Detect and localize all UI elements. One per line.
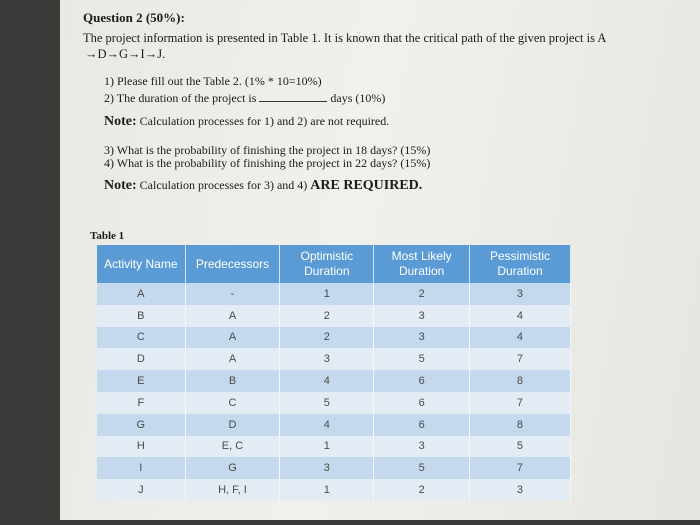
- pessimistic-cell: 4: [469, 305, 570, 327]
- most-likely-cell: 6: [374, 370, 470, 392]
- question-sheet: [60, 0, 700, 520]
- most-likely-cell: 6: [374, 392, 470, 414]
- predecessors-cell: H, F, I: [185, 479, 280, 501]
- most-likely-cell: 3: [374, 305, 470, 327]
- activity-name-cell: F: [97, 392, 185, 414]
- activity-name-cell: H: [97, 436, 185, 458]
- note-1-text: Calculation processes for 1) and 2) are not required.: [139, 114, 390, 128]
- pessimistic-cell: 5: [469, 436, 570, 458]
- table-row: [97, 457, 571, 479]
- header-most-likely-duration: Most Likely Duration: [374, 245, 470, 283]
- activity-name-cell: I: [97, 457, 185, 479]
- note-2: [104, 178, 422, 194]
- optimistic-cell: 3: [280, 348, 374, 370]
- answer-blank: [259, 90, 327, 102]
- task-item-2-suffix: days (10%): [330, 91, 386, 105]
- activity-name-cell: G: [97, 414, 185, 436]
- optimistic-cell: 1: [280, 283, 374, 305]
- table-row: [97, 327, 571, 349]
- optimistic-cell: 1: [280, 479, 374, 501]
- note-2-label: Note:: [104, 178, 137, 193]
- activity-name-cell: D: [97, 348, 185, 370]
- optimistic-cell: 1: [280, 436, 374, 458]
- pessimistic-cell: 8: [469, 370, 570, 392]
- pessimistic-cell: 4: [469, 327, 570, 349]
- predecessors-cell: A: [185, 327, 280, 349]
- predecessors-cell: G: [185, 457, 280, 479]
- intro-line-1: The project information is presented in Table 1. It is known that the critical path of the given project is A: [83, 31, 607, 45]
- pessimistic-cell: 3: [469, 479, 570, 501]
- most-likely-cell: 5: [374, 348, 470, 370]
- predecessors-cell: D: [185, 414, 280, 436]
- pessimistic-cell: 7: [469, 392, 570, 414]
- activity-name-cell: B: [97, 305, 185, 327]
- header-activity-name: Activity Name: [97, 245, 185, 283]
- optimistic-cell: 4: [280, 414, 374, 436]
- pessimistic-cell: 8: [469, 414, 570, 436]
- pessimistic-cell: 7: [469, 348, 570, 370]
- activity-table: [97, 245, 571, 501]
- optimistic-cell: 4: [280, 370, 374, 392]
- predecessors-cell: A: [185, 305, 280, 327]
- intro-line-2: →D→G→I→J.: [85, 47, 166, 61]
- table-row: [97, 370, 571, 392]
- predecessors-cell: A: [185, 348, 280, 370]
- table-row: [97, 392, 571, 414]
- table-row: [97, 348, 571, 370]
- optimistic-cell: 2: [280, 327, 374, 349]
- task-item-3: 3) What is the probability of finishing the project in 18 days? (15%): [104, 143, 431, 157]
- activity-name-cell: A: [97, 283, 185, 305]
- header-optimistic-duration: Optimistic Duration: [280, 245, 374, 283]
- pessimistic-cell: 7: [469, 457, 570, 479]
- optimistic-cell: 2: [280, 305, 374, 327]
- note-2-text: Calculation processes for 3) and 4): [139, 178, 308, 192]
- task-item-2: [104, 90, 385, 106]
- question-intro: [83, 30, 643, 62]
- table-row: [97, 283, 571, 305]
- most-likely-cell: 5: [374, 457, 470, 479]
- most-likely-cell: 6: [374, 414, 470, 436]
- table-body: [97, 283, 571, 501]
- table-row: [97, 479, 571, 501]
- note-1: [104, 114, 389, 130]
- header-pessimistic-duration: Pessimistic Duration: [469, 245, 570, 283]
- predecessors-cell: -: [185, 283, 280, 305]
- task-item-4: 4) What is the probability of finishing the project in 22 days? (15%): [104, 156, 431, 170]
- most-likely-cell: 3: [374, 327, 470, 349]
- note-1-label: Note:: [104, 114, 137, 129]
- table-row: [97, 305, 571, 327]
- activity-name-cell: C: [97, 327, 185, 349]
- table-row: [97, 436, 571, 458]
- predecessors-cell: B: [185, 370, 280, 392]
- most-likely-cell: 2: [374, 479, 470, 501]
- predecessors-cell: C: [185, 392, 280, 414]
- optimistic-cell: 3: [280, 457, 374, 479]
- task-item-1: 1) Please fill out the Table 2. (1% * 10=10%): [104, 74, 322, 88]
- most-likely-cell: 3: [374, 436, 470, 458]
- optimistic-cell: 5: [280, 392, 374, 414]
- header-predecessors: Predecessors: [185, 245, 280, 283]
- predecessors-cell: E, C: [185, 436, 280, 458]
- most-likely-cell: 2: [374, 283, 470, 305]
- activity-name-cell: E: [97, 370, 185, 392]
- pessimistic-cell: 3: [469, 283, 570, 305]
- task-item-2-prefix: 2) The duration of the project is: [104, 91, 257, 105]
- activity-name-cell: J: [97, 479, 185, 501]
- question-title: Question 2 (50%):: [83, 10, 185, 25]
- note-2-emphasis: ARE REQUIRED.: [310, 178, 423, 193]
- table-row: [97, 414, 571, 436]
- table-header-row: [97, 245, 571, 283]
- table-label: Table 1: [90, 230, 125, 242]
